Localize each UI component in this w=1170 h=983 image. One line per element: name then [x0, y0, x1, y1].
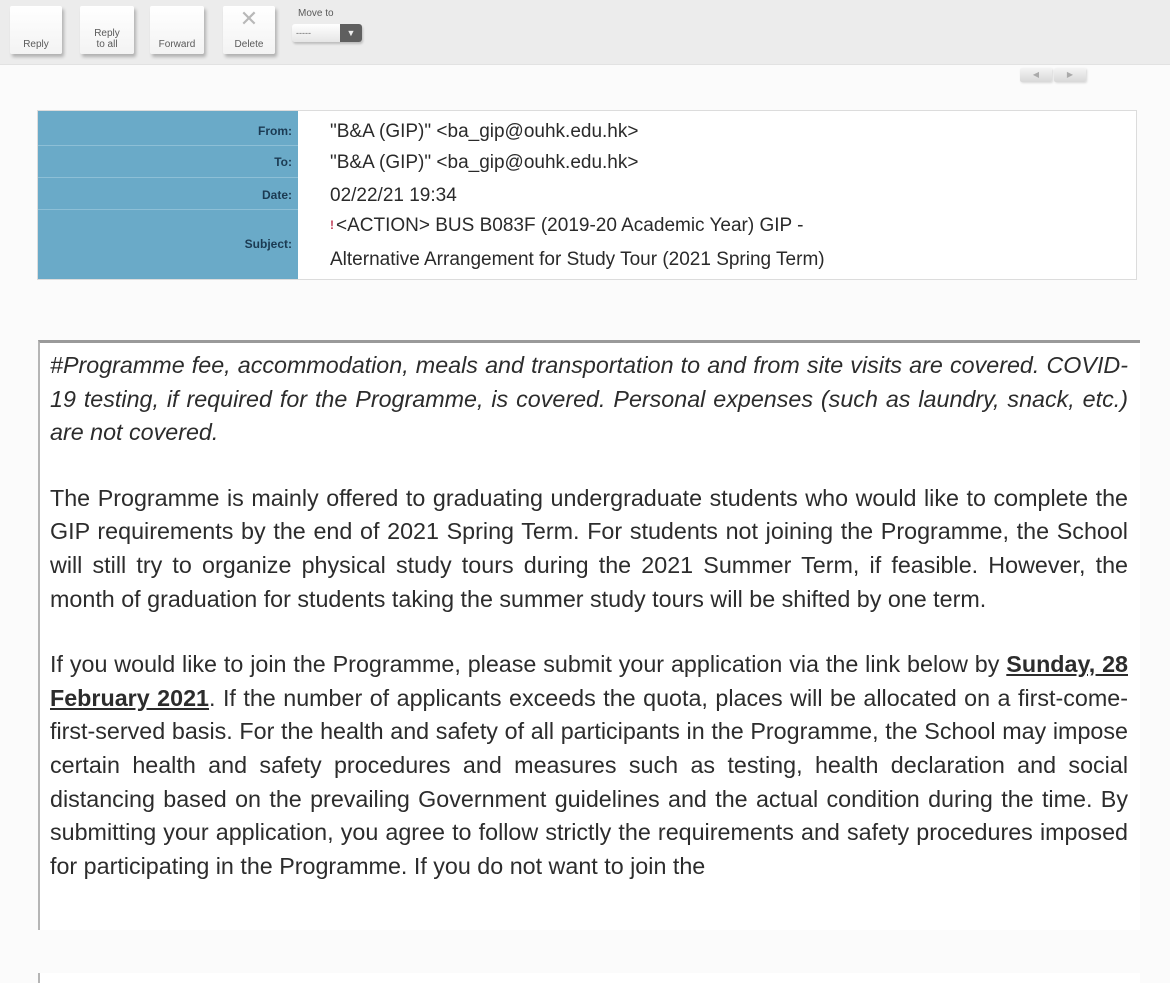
deadline-text: Sunday, 28 February 2021: [50, 651, 1128, 711]
date-label: Date:: [261, 188, 292, 202]
to-label: To:: [274, 155, 292, 169]
divider: [38, 209, 298, 210]
message-body-text: [50, 349, 1128, 915]
divider: [38, 177, 298, 178]
message-body: [38, 340, 1140, 983]
paragraph-eligibility: The Programme is mainly offered to graduating undergraduate students who would like to complete the GIP requirements by the end of 2021 Spring Term. For students not joining the Programme, the School will still try to organize physical study tours during the 2021 Summer Term, if feasible. However, the month of graduation for students taking the summer study tours will be shifted by one term.: [50, 484, 1128, 612]
reply-all-button[interactable]: [80, 6, 134, 54]
reply-all-label-line2: to all: [96, 39, 118, 50]
bottom-margin: [0, 930, 1170, 973]
toolbar: [0, 0, 1170, 65]
reply-all-label: [80, 28, 134, 50]
reply-button[interactable]: [10, 6, 62, 54]
reply-label: Reply: [23, 39, 49, 50]
forward-label: Forward: [158, 39, 196, 50]
from-value[interactable]: "B&A (GIP)" <ba_gip@ouhk.edu.hk>: [330, 121, 639, 142]
subject-line-1: [330, 215, 804, 237]
paragraph-application: [50, 648, 1128, 883]
move-to-control: [292, 8, 362, 42]
subject-line-2: Alternative Arrangement for Study Tour (2021 Spring Term): [330, 249, 825, 270]
priority-icon: !: [330, 218, 334, 232]
move-to-label: Move to: [298, 8, 334, 19]
next-message-button[interactable]: [1054, 68, 1086, 82]
delete-label: Delete: [234, 39, 264, 50]
chevron-down-icon: ▼: [340, 24, 362, 42]
divider: [38, 145, 298, 146]
reply-all-label-line1: Reply: [94, 28, 120, 39]
chevron-right-icon: ▶: [1066, 70, 1074, 79]
move-to-selected-value: -----: [292, 24, 340, 42]
to-value[interactable]: "B&A (GIP)" <ba_gip@ouhk.edu.hk>: [330, 152, 639, 173]
from-label: From:: [258, 124, 292, 138]
date-value: 02/22/21 19:34: [330, 185, 457, 206]
chevron-left-icon: ◀: [1032, 70, 1040, 79]
delete-button[interactable]: [223, 6, 275, 54]
forward-button[interactable]: [150, 6, 204, 54]
application-text-post: . If the number of applicants exceeds the quota, places will be allocated on a first-come-first-served basis. For the health and safety of all participants in the Programme, the School may impose certain health and safety procedures and measures such as testing, health declaration and social distancing based on the prevailing Government guidelines and the actual condition during the time. By submitting your application, you agree to follow strictly the requirements and safety procedures imposed for participating in the Programme. If you do not want to join the: [50, 684, 1128, 879]
subject-text-1: <ACTION> BUS B083F (2019-20 Academic Year) GIP -: [336, 215, 804, 236]
message-header: [37, 110, 1137, 280]
paragraph-coverage: #Programme fee, accommodation, meals and transportation to and from site visits are covered. COVID-19 testing, if required for the Programme, is covered. Personal expenses (such as laundry, snack, etc.) are not covered.: [50, 352, 1128, 446]
subject-label: Subject:: [244, 237, 292, 251]
application-text-pre: If you would like to join the Programme, please submit your application via the link below by: [50, 651, 1007, 678]
close-icon: ✕: [239, 6, 259, 31]
prev-message-button[interactable]: [1020, 68, 1052, 82]
message-nav: [1020, 68, 1088, 82]
move-to-select[interactable]: [292, 24, 362, 42]
